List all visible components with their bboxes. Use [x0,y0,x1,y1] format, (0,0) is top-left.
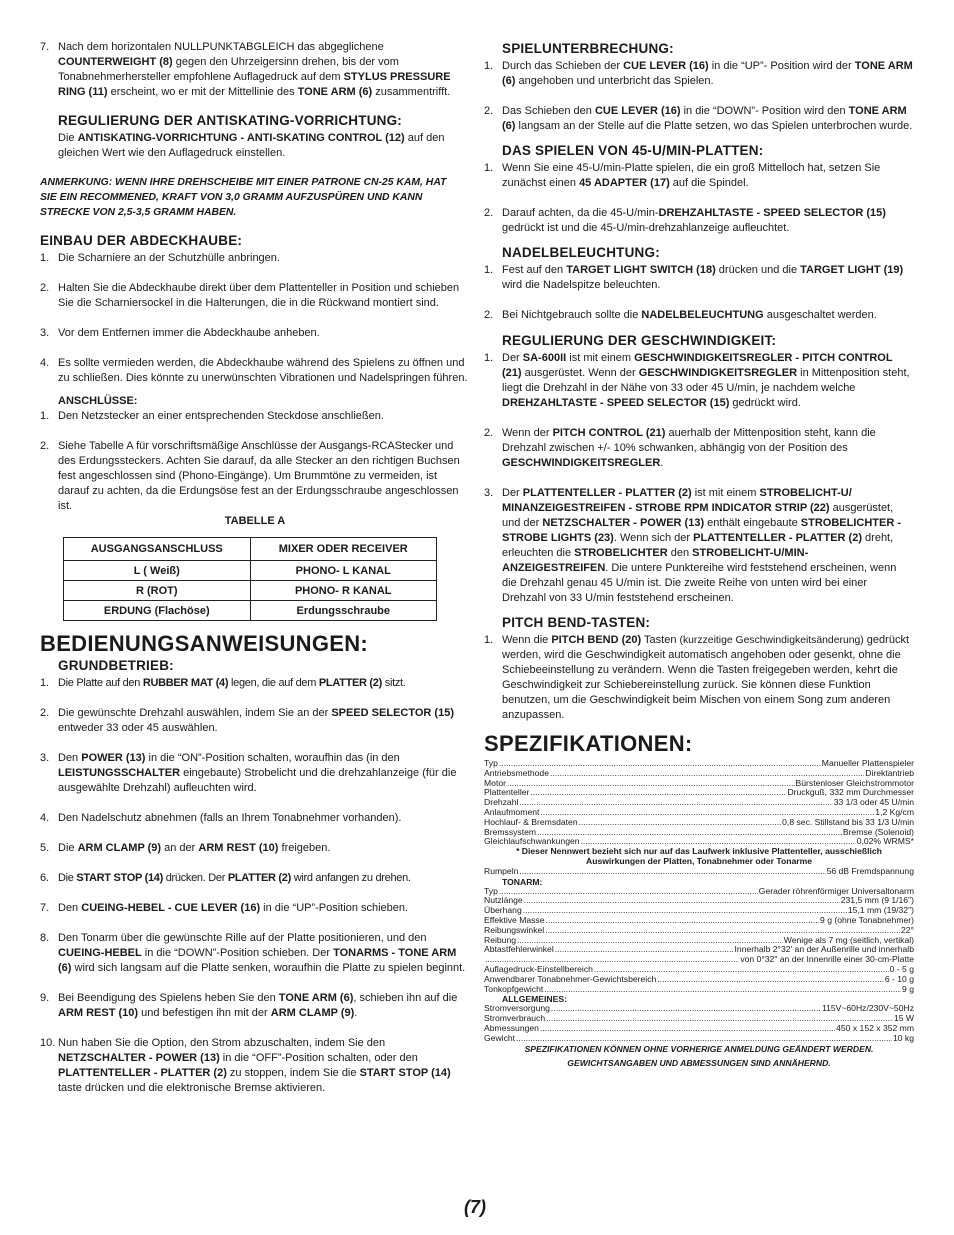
table-cell: Erdungsschraube [250,601,437,621]
spec-label: Stromverbrauch [484,1014,546,1024]
list-item: 2. Das Schieben den CUE LEVER (16) in die “DOWN”- Position wird den TONE ARM (6) langsam an der Stelle auf die Platte setzen, wo das Spielen unterbrochen wurde. [484,105,913,132]
cartridge-note: ANMERKUNG: WENN IHRE DREHSCHEIBE MIT EINER PATRONE CN-25 KAM, HAT SIE EIN RECOMMENED, KRAFT VON 3,0 GRAMM AUFZUSPÜREN UND KANN STRECKE VON 2,5-3,5 GRAMM HABEN. [40,177,447,218]
spec-label: Anwendbarer Tonabnehmer-Gewichtsbereich [484,974,657,984]
spec-leader-dots [546,1014,893,1024]
spec-list [484,759,914,1069]
list-item: 2. Halten Sie die Abdeckhaube direkt über dem Plattenteller in Position und schieben Sie die Scharniersockel in die Halterungen, die in die Rückwand montiert sind. [40,282,460,309]
list-item: 1. Fest auf den TARGET LIGHT SWITCH (18) drücken und die TARGET LIGHT (19) wird die Nadelspitze beleuchten. [484,264,904,291]
antiskate-heading: REGULIERUNG DER ANTISKATING-VORRICHTUNG: [58,113,402,128]
spec-row [484,896,914,906]
list-item: 3. Den POWER (13) in die “ON”-Position schalten, woraufhin das (in den LEISTUNGSSCHALTER eingebaute) Strobelicht und die drehzahlanzeige (für die ausgewählte Drehzahl) aufleuchten wird. [40,752,457,794]
spec-label: Hochlauf- & Bremsdaten [484,817,578,827]
table-cell: PHONO- L KANAL [250,561,437,581]
spec-row [484,1034,914,1044]
spec-label: Effektive Masse [484,915,545,925]
spec-leader-dots [537,828,842,838]
list-item: 2. Siehe Tabelle A für vorschriftsmäßige Anschlüsse der Ausgangs-RCAStecker und des Erdungssteckers. Achten Sie darauf, da alle Stecker an den richtigen Buchsen fest angeschlossen sind (Phono-Eingänge). Um Brummtöne zu vermeiden, ist darauf zu achten, da die Erdungsöse fest an der Erdungsschraube angeschlossen ist. [40,440,460,512]
bend-heading: PITCH BEND-TASTEN: [502,615,651,630]
list-item: 8. Den Tonarm über die gewünschte Rille auf der Platte positionieren, und den CUEING-HEBEL in die “DOWN”-Position schieben. Der TONARMS - TONE ARM (6) wird sich langsam auf die Platte senken, woraufhin die Platte zu spielen beginnt. [40,932,466,974]
spec-leader-dots [551,1004,821,1014]
spec-label: Stromversorgung [484,1004,550,1014]
spec-label: Gewicht [484,1033,516,1043]
spec-row [484,906,914,916]
table-cell: R (ROT) [64,581,251,601]
spec-leader-dots [546,916,820,926]
spec-label: Tonkopfgewicht [484,984,544,994]
light-heading: NADELBELEUCHTUNG: [502,245,660,260]
spec-row [484,779,914,789]
table-header: AUSGANGSANSCHLUSS [64,538,251,561]
spec-row [484,1014,914,1024]
spec-label: Plattenteller [484,788,530,798]
s45-heading: DAS SPIELEN VON 45-U/MIN-PLATTEN: [502,143,764,158]
spec-value: Gerader röhrenförmiger Universaltonarm [758,886,914,896]
list-item: 2. Wenn der PITCH CONTROL (21) auerhalb der Mittenposition steht, kann die Drehzahl zwischen +/- 10% schwanken, abhängig von der Position des GESCHWINDIGKEITSREGLER. [484,427,876,469]
spec-row [484,965,914,975]
spec-leader-dots [516,1034,892,1044]
spec-value: Bürstenloser Gleichstrommotor [795,778,914,788]
spec-leader-dots [545,926,900,936]
list-item: 3. Vor dem Entfernen immer die Abdeckhaube anheben. [40,327,320,339]
spec-value: Druckguß, 332 mm Durchmesser [787,788,914,798]
speed-heading: REGULIERUNG DER GESCHWINDIGKEIT: [502,333,777,348]
spec-row [484,955,914,965]
list-item: 2. Bei Nichtgebrauch sollte die NADELBELEUCHTUNG ausgeschaltet werden. [484,309,877,321]
list-item: 1. Wenn die PITCH BEND (20) Tasten (kurzzeitige Geschwindigkeitsänderung) gedrückt werden, wird die Geschwindigkeit automatisch angehoben oder gesenkt, ohne die Schiebeeinstellung zu verändern. Wenn die Tasten freigegeben werden, kehrt die Geschwindigkeit zur Schiebereinstellung zurück. Sie können diese Funktion benutzen, um die Geschwindigkeit beim Mischen von einem Song zum anderen anzupassen. [484,634,909,721]
list-item: 2. Die gewünschte Drehzahl auswählen, indem Sie an der SPEED SELECTOR (15) entweder 33 oder 45 auswählen. [40,707,454,734]
spec-row [484,916,914,926]
spec-row [484,808,914,818]
spec-row [484,975,914,985]
spec-row [484,769,914,779]
spec-value: 1,2 Kg/cm [875,807,914,817]
spec-label: Abtastfehlerwinkel [484,945,554,955]
spec-value: 0,8 sec. Stillstand bis 33 1/3 U/min [782,817,914,827]
spec-label: Typ [484,886,498,896]
list-item: 1. Durch das Schieben der CUE LEVER (16) in die “UP”- Position wird der TONE ARM (6) angehoben und unterbricht das Spielen. [484,60,913,87]
list-item: 1. Den Netzstecker an einer entsprechenden Steckdose anschließen. [40,410,384,422]
spec-value: 22° [901,925,914,935]
spec-row [484,936,914,946]
spec-leader-dots [507,779,795,789]
spec-row [484,985,914,995]
spec-value: Bremse (Solenoid) [842,827,914,837]
spec-value: Innerhalb 2°32' an der Außenrille und innerhalb [734,945,914,955]
spec-label: Rumpeln [484,866,519,876]
spec-value: von 0°32" an der Innenrille einer 30-cm-Platte [740,955,914,965]
spec-label: Motor [484,778,506,788]
spec-value: 9 g (ohne Tonabnehmer) [820,915,914,925]
spec-leader-dots [579,818,782,828]
spec-leader-dots [544,985,901,995]
table-cell: ERDUNG (Flachöse) [64,601,251,621]
spec-leader-dots [530,788,786,798]
spec-row [484,788,914,798]
spec-leader-dots [517,936,783,946]
spec-row [484,945,914,955]
spec-leader-dots [499,759,821,769]
list-item: 6. Die START STOP (14) drücken. Der PLATTER (2) wird anfangen zu drehen. [40,872,411,884]
spec-row [484,867,914,877]
spec-value: 450 x 152 x 352 mm [836,1023,914,1033]
connection-table [63,537,437,621]
table-title: TABELLE A [224,515,286,527]
list-item: 1. Die Scharniere an der Schutzhülle anbringen. [40,252,280,264]
spec-value: 10 kg [892,1033,914,1043]
spec-leader-dots [519,867,825,877]
spec-label: Drehzahl [484,798,519,808]
spec-value: 0,02% WRMS* [856,837,914,847]
spec-label: Abmessungen [484,1023,539,1033]
spec-leader-dots [519,798,832,808]
spec-row [484,818,914,828]
connections-heading: ANSCHLÜSSE: [58,395,138,407]
list-item: 1. Die Platte auf den RUBBER MAT (4) legen, die auf dem PLATTER (2) sitzt. [40,677,406,689]
spec-label: Reibung [484,935,517,945]
spec-value: 115V~60Hz/230V~50Hz [821,1004,914,1014]
list-item: 5. Die ARM CLAMP (9) an der ARM REST (10) freigeben. [40,842,331,854]
basic-list [40,676,470,1096]
spec-leader-dots [523,906,847,916]
spec-value: 6 - 10 g [884,974,914,984]
spec-label: Gleichlaufschwankungen [484,837,580,847]
spec-value: 15,1 mm (19/32") [847,906,914,916]
table-header: MIXER ODER RECEIVER [250,538,437,561]
spec-label: Typ [484,759,498,768]
pause-heading: SPIELUNTERBRECHUNG: [502,41,674,56]
list-item: 3. Der PLATTENTELLER - PLATTER (2) ist mit einem STROBELICHT-U/ MINANZEIGESTREIFEN - STROBE RPM INDICATOR STRIP (22) ausgerüstet, und der NETZSCHALTER - POWER (13) enthält eingebaute STROBELICHTER - STROBE LIGHTS (23). Wenn sich der PLATTENTELLER - PLATTER (2) dreht, erleuchten die STROBELICHTER den STROBELICHT-U/MIN-ANZEIGESTREIFEN. Die untere Punktereihe wird feststehend erscheinen, wenn die Drehzahl genau 45 U/min ist. Die zweite Reihe von unten wird bei einer Drehzahl von 33 U/min feststehend erscheinen. [484,487,901,604]
spec-value: 33 1/3 oder 45 U/min [833,798,914,808]
spec-label: Anlaufmoment [484,807,540,817]
spec-label: Überhang [484,906,522,916]
table-cell: L ( Weiß) [64,561,251,581]
item-number: 7. [40,41,50,53]
spec-row [484,759,914,769]
spec-row [484,1004,914,1014]
spec-label: Reibungswinkel [484,925,545,935]
spec-leader-dots [657,975,884,985]
spec-label: Antriebsmethode [484,768,549,778]
spec-value: 0 - 5 g [889,964,914,974]
list-item: 1. Der SA-600II ist mit einem GESCHWINDIGKEITSREGLER - PITCH CONTROL (21) ausgerüstet. Wenn der GESCHWINDIGKEITSREGLER in Mittenposition steht, liegt die Drehzahl in der Nähe von 33 oder 45 U/min, je nachdem welche DREHZAHLTASTE - SPEED SELECTOR (15) gedrückt wird. [484,352,910,409]
spec-leader-dots [540,1024,835,1034]
general-heading: ALLGEMEINES: [502,994,567,1005]
list-item: 9. Bei Beendigung des Spielens heben Sie den TONE ARM (6), schieben ihn auf die ARM REST (10) und befestigen ihn mit der ARM CLAMP (9). [40,992,458,1019]
spec-leader-dots [499,887,758,897]
left-column [40,40,470,1111]
table-cell: PHONO- R KANAL [250,581,437,601]
spec-value: Wenige als 7 mg (seitlich, vertikal) [783,935,914,945]
basic-heading: GRUNDBETRIEB: [58,658,174,673]
step-7 [40,40,470,100]
list-item: 10. Nun haben Sie die Option, den Strom abzuschalten, indem Sie den NETZSCHALTER - POWER (13) in die “OFF”-Position schalten, oder den PLATTENTELLER - PLATTER (2) zu stoppen, indem Sie die START STOP (14) taste drücken und die elektronische Bremse aktivieren. [40,1037,451,1094]
spec-leader-dots [594,965,889,975]
antiskate-text: Die ANTISKATING-VORRICHTUNG - ANTI-SKATING CONTROL (12) auf den gleichen Wert wie den Auflagedruck einstellen. [58,132,445,159]
spec-row [484,828,914,838]
spec-row [484,926,914,936]
spec-footnote: GEWICHTSANGABEN UND ABMESSUNGEN SIND ANNÄHERND. [567,1058,831,1069]
list-item: 2. Darauf achten, da die 45-U/min-DREHZAHLTASTE - SPEED SELECTOR (15) gedrückt ist und die 45-U/min-drehzahlanzeige aufleuchtet. [484,207,886,234]
spec-footnote: SPEZIFIKATIONEN KÖNNEN OHNE VORHERIGE ANMELDUNG GEÄNDERT WERDEN. [524,1043,874,1054]
item-text: Nach dem horizontalen NULLPUNKTABGLEICH das abgeglichene COUNTERWEIGHT (8) gegen den Uhrzeigersinn drehen, bis der vom Tonabnehmerhersteller empfohlene Auflagedruck auf dem STYLUS PRESSURE RING (11) erscheint, wo er mit der Mittellinie des TONE ARM (6) zusammentrifft. [58,41,451,98]
list-item: 7. Den CUEING-HEBEL - CUE LEVER (16) in die “UP”-Position schieben. [40,902,409,914]
spec-leader-dots [540,808,874,818]
list-item: 4. Den Nadelschutz abnehmen (falls an Ihrem Tonabnehmer vorhanden). [40,812,402,824]
spec-value: 56 dB Fremdspannung [826,866,914,876]
spec-value: 15 W [893,1014,914,1024]
spec-leader-dots [555,945,734,955]
spec-note: * Dieser Nennwert bezieht sich nur auf das Laufwerk inklusive Plattenteller, ausschießlich Auswirkungen der Platten, Tonabnehmer oder Tonarme [516,846,882,866]
manual-title: BEDIENUNGSANWEISUNGEN: [40,631,369,656]
spec-leader-dots [524,896,840,906]
spec-label: Auflagedruck-Einstellbereich [484,964,593,974]
list-item: 4. Es sollte vermieden werden, die Abdeckhaube während des Spielens zu öffnen und zu schließen. Dies könnte zu unerwünschten Vibrationen und Nadelspringen führen. [40,357,468,384]
spec-row [484,798,914,808]
page-number: (7) [464,1197,486,1217]
spec-leader-dots [485,955,739,965]
spec-value: Manueller Plattenspieler [821,759,914,768]
spec-value: Direktantrieb [865,768,914,778]
spec-label: Bremssystem [484,827,537,837]
spec-row [484,887,914,897]
spec-label: Nutzlänge [484,896,523,906]
spec-value: 9 g [902,984,914,994]
spec-value: 231,5 mm (9 1/16") [840,896,914,906]
cover-list [40,251,470,386]
right-column [484,40,914,1069]
spec-row [484,1024,914,1034]
cover-heading: EINBAU DER ABDECKHAUBE: [40,233,243,248]
spec-leader-dots [550,769,864,779]
tonearm-heading: TONARM: [502,876,543,887]
spec-title: SPEZIFIKATIONEN: [484,731,693,756]
list-item: 1. Wenn Sie eine 45-U/min-Platte spielen, die ein groß Mittelloch hat, setzen Sie zunächst einen 45 ADAPTER (17) auf die Spindel. [484,162,881,189]
